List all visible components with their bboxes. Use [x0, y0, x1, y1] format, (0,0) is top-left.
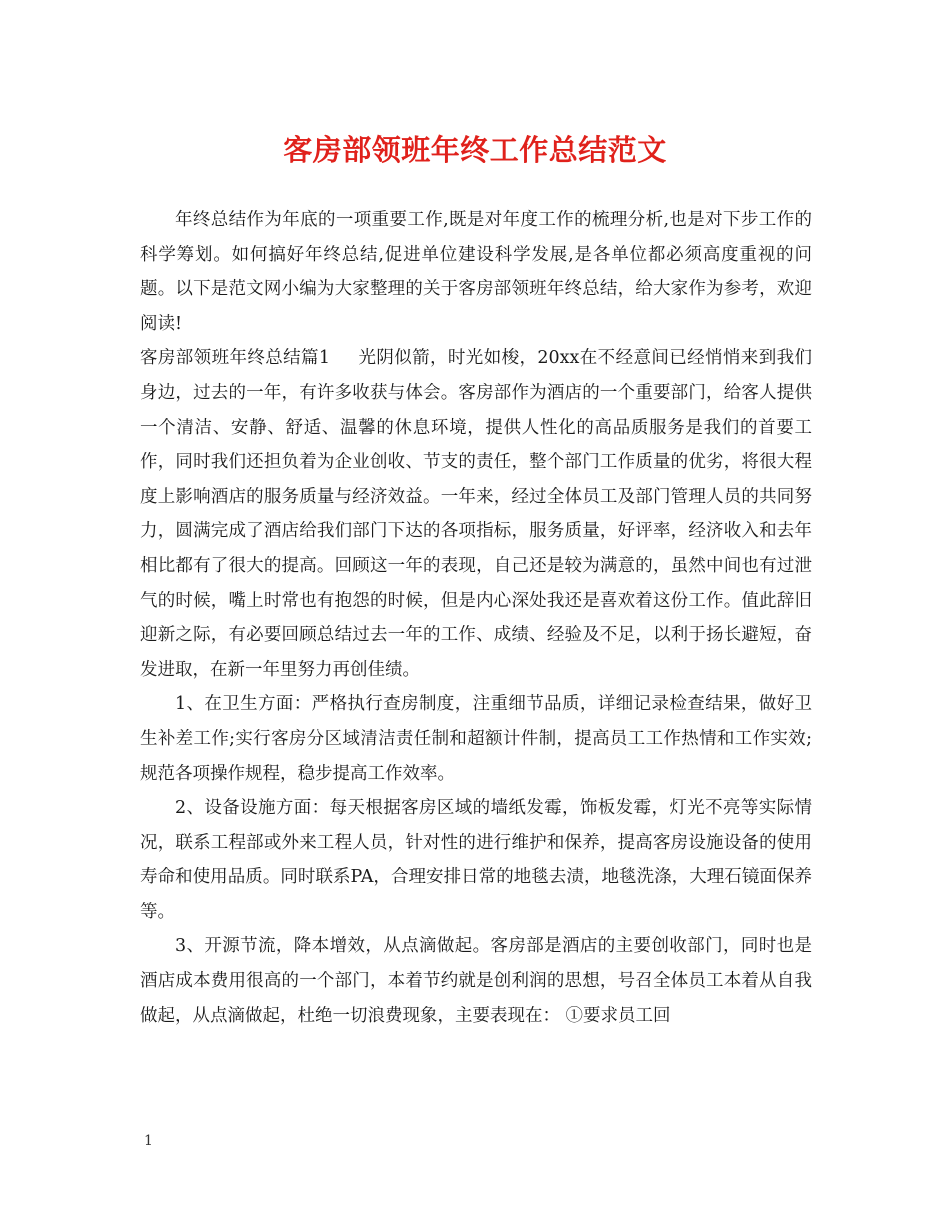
- item-paragraph-1: 1、在卫生方面：严格执行查房制度，注重细节品质，详细记录检查结果，做好卫生补差工作;实行客房分区域清洁责任制和超额计件制，提高员工工作热情和工作实效;规范各项操作规程，稳步提高工作效率。: [140, 694, 812, 784]
- section-body: 光阴似箭，时光如梭，20xx在不经意间已经悄悄来到我们身边，过去的一年，有许多收获与体会。客房部作为酒店的一个重要部门，给客人提供一个清洁、安静、舒适、温馨的休息环境，提供人性化的高品质服务是我们的首要工作，同时我们还担负着为企业创收、节支的责任，整个部门工作质量的优劣，将很大程度上影响酒店的服务质量与经济效益。一年来，经过全体员工及部门管理人员的共同努力，圆满完成了酒店给我们部门下达的各项指标，服务质量，好评率，经济收入和去年相比都有了很大的提高。回顾这一年的表现，自己还是较为满意的，虽然中间也有过泄气的时候，嘴上时常也有抱怨的时候，但是内心深处我还是喜欢着这份工作。值此辞旧迎新之际，有必要回顾总结过去一年的工作、成绩、经验及不足，以利于扬长避短，奋发进取，在新一年里努力再创佳绩。: [140, 348, 812, 680]
- page-number: 1: [144, 1133, 153, 1149]
- section-heading: 客房部领班年终总结篇1: [140, 348, 331, 369]
- item-paragraph-2: 2、设备设施方面：每天根据客房区域的墙纸发霉，饰板发霉，灯光不亮等实际情况，联系工程部或外来工程人员，针对性的进行维护和保养，提高客房设施设备的使用寿命和使用品质。同时联系PA，合理安排日常的地毯去渍，地毯洗涤，大理石镜面保养等。: [140, 798, 812, 922]
- intro-paragraph: 年终总结作为年底的一项重要工作,既是对年度工作的梳理分析,也是对下步工作的科学筹划。如何搞好年终总结,促进单位建设科学发展,是各单位都必须高度重视的问题。以下是范文网小编为大家整理的关于客房部领班年终总结，给大家作为参考，欢迎阅读!: [140, 210, 812, 334]
- document-title: 客房部领班年终工作总结范文: [283, 133, 667, 167]
- item-paragraph-3: 3、开源节流，降本增效，从点滴做起。客房部是酒店的主要创收部门，同时也是酒店成本费用很高的一个部门，本着节约就是创利润的思想，号召全体员工本着从自我做起，从点滴做起，杜绝一切浪费现象，主要表现在： ①要求员工回: [140, 936, 812, 1026]
- section-paragraph: [140, 341, 812, 687]
- document-body: [140, 203, 812, 1033]
